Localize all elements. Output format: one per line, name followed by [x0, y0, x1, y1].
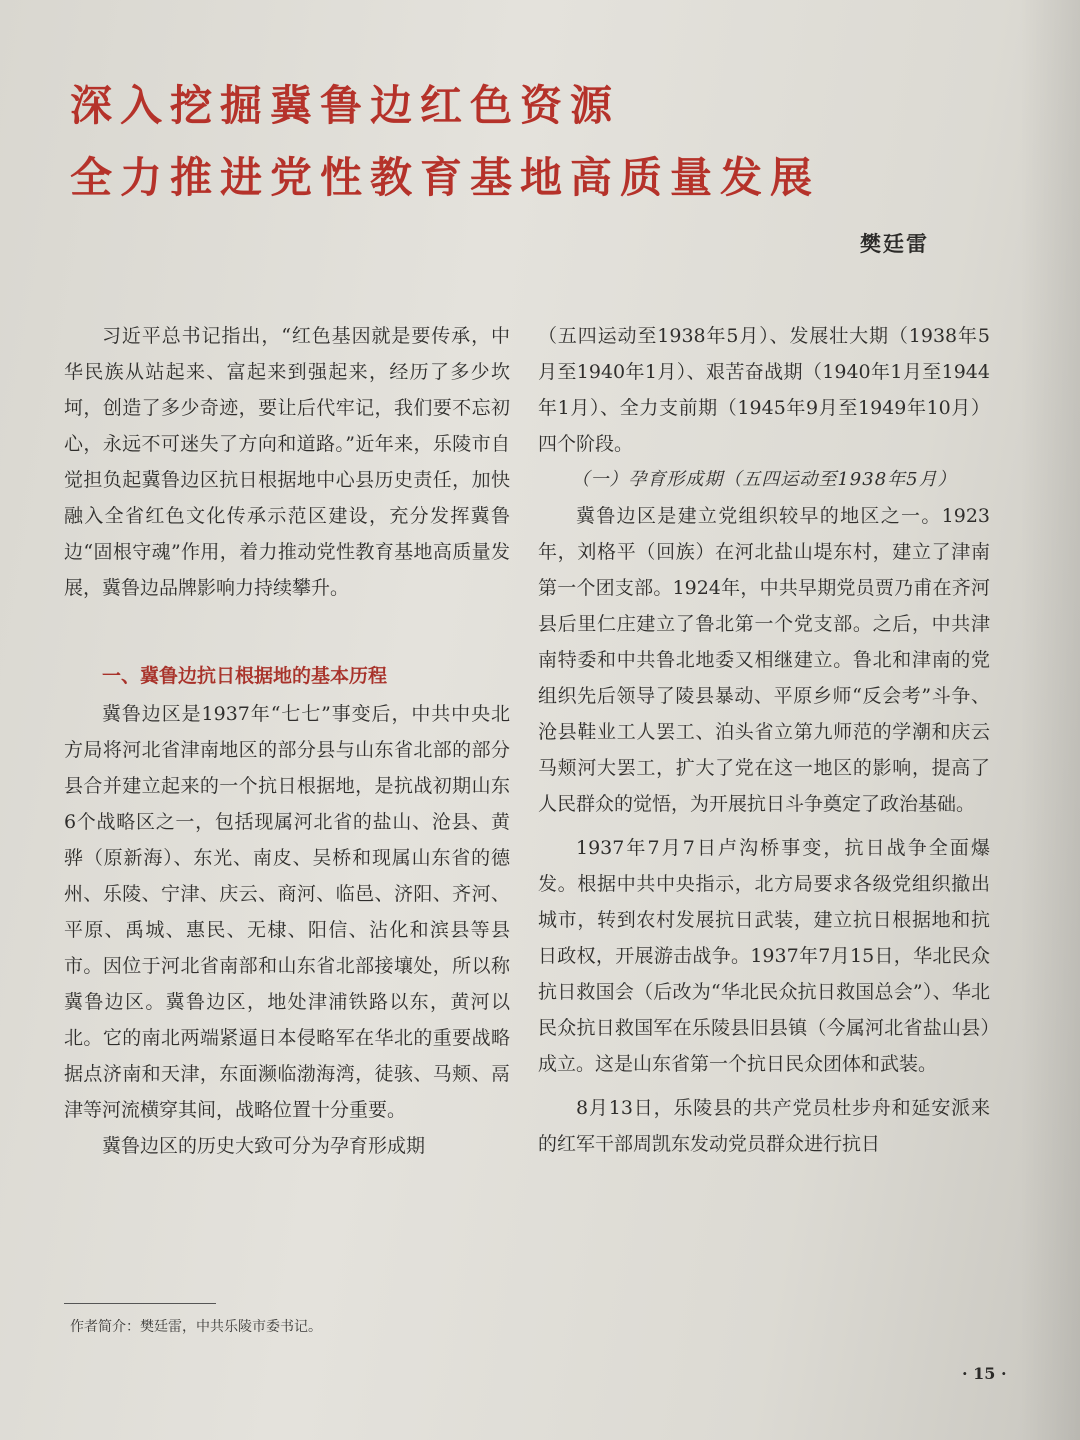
- page-edge-shadow: [1020, 0, 1080, 1440]
- body-paragraph: 冀鲁边区的历史大致可分为孕育形成期: [102, 1135, 426, 1157]
- right-column: [538, 318, 990, 1162]
- article-author: 樊廷雷: [860, 231, 929, 256]
- intro-paragraph: 习近平总书记指出，“红色基因就是要传承，中华民族从站起来、富起来到强起来，经历了多少坎坷，创造了多少奇迹，要让后代牢记，我们要不忘初心，永远不可迷失了方向和道路。”近年来，乐陵市自觉担负起冀鲁边区抗日根据地中心县历史责任，加快融入全省红色文化传承示范区建设，充分发挥冀鲁边“固根守魂”作用，着力推动党性教育基地高质量发展，冀鲁边品牌影响力持续攀升。: [64, 325, 510, 599]
- article-title: [70, 70, 970, 214]
- title-line-1: 深入挖掘冀鲁边红色资源: [70, 81, 621, 130]
- section-heading-1: 一、冀鲁边抗日根据地的基本历程: [102, 665, 388, 687]
- body-paragraph: 8月13日，乐陵县的共产党员杜步舟和延安派来的红军干部周凯东发动党员群众进行抗日: [538, 1097, 990, 1155]
- footnote-divider: [64, 1303, 216, 1304]
- body-paragraph: 冀鲁边区是建立党组织较早的地区之一。1923年，刘格平（回族）在河北盐山堤东村，建立了津南第一个团支部。1924年，中共早期党员贾乃甫在齐河县后里仁庄建立了鲁北第一个党支部。之后，中共津南特委和中共鲁北地委又相继建立。鲁北和津南的党组织先后领导了陵县暴动、平原乡师“反会考”斗争、沧县鞋业工人罢工、泊头省立第九师范的学潮和庆云马颊河大罢工，扩大了党在这一地区的影响，提高了人民群众的觉悟，为开展抗日斗争奠定了政治基础。: [538, 505, 990, 815]
- author-footnote: 作者简介：樊廷雷，中共乐陵市委书记。: [70, 1319, 322, 1335]
- body-paragraph: 1937年7月7日卢沟桥事变，抗日战争全面爆发。根据中共中央指示，北方局要求各级党组织撤出城市，转到农村发展抗日武装，建立抗日根据地和抗日政权，开展游击战争。1937年7月15日，华北民众抗日救国会（后改为“华北民众抗日救国总会”）、华北民众抗日救国军在乐陵县旧县镇（今属河北省盐山县）成立。这是山东省第一个抗日民众团体和武装。: [538, 837, 990, 1075]
- spacer: [538, 1082, 990, 1090]
- spacer: [64, 606, 510, 636]
- spacer: [538, 822, 990, 830]
- title-line-2: 全力推进党性教育基地高质量发展: [70, 153, 821, 202]
- body-paragraph-continued: （五四运动至1938年5月）、发展壮大期（1938年5月至1940年1月）、艰苦奋战期（1940年1月至1944年1月）、全力支前期（1945年9月至1949年10月）四个阶段。: [538, 325, 990, 455]
- left-column: [64, 318, 510, 1164]
- sub-heading-1: （一）孕育形成期（五四运动至1938年5月）: [571, 469, 957, 490]
- page-number: · 15 ·: [962, 1364, 1007, 1383]
- body-paragraph: 冀鲁边区是1937年“七七”事变后，中共中央北方局将河北省津南地区的部分县与山东省北部的部分县合并建立起来的一个抗日根据地，是抗战初期山东6个战略区之一，包括现属河北省的盐山、沧县、黄骅（原新海）、东光、南皮、吴桥和现属山东省的德州、乐陵、宁津、庆云、商河、临邑、济阳、齐河、平原、禹城、惠民、无棣、阳信、沾化和滨县等县市。因位于河北省南部和山东省北部接壤处，所以称冀鲁边区。冀鲁边区，地处津浦铁路以东，黄河以北。它的南北两端紧逼日本侵略军在华北的重要战略据点济南和天津，东面濒临渤海湾，徒骇、马颊、鬲津等河流横穿其间，战略位置十分重要。: [64, 703, 510, 1121]
